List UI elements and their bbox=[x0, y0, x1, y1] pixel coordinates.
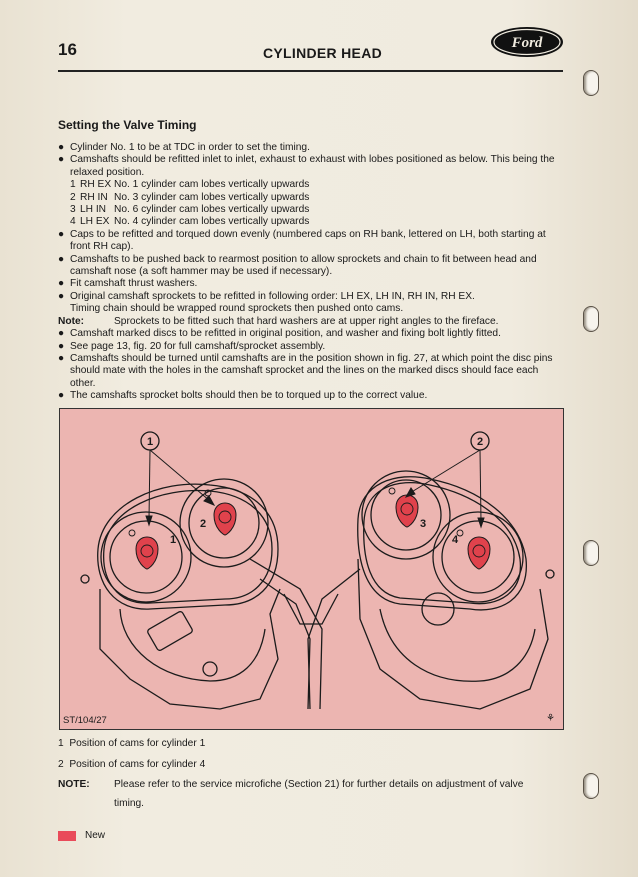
legend-label: New bbox=[85, 830, 106, 841]
binder-hole bbox=[583, 70, 599, 96]
cam-lobe-4 bbox=[468, 537, 490, 569]
cam-lobe-2 bbox=[214, 503, 236, 535]
sprocket-mark: 2 bbox=[200, 518, 207, 530]
timing-diagram bbox=[60, 409, 563, 729]
note-label: Note: bbox=[58, 315, 85, 327]
list-item: ● Camshaft marked discs to be refitted in original position, and washer and fixing bolt lightly fitted. bbox=[58, 328, 501, 340]
cam-lobe-3 bbox=[396, 495, 418, 527]
page-header bbox=[0, 0, 638, 80]
list-item: ● See page 13, fig. 20 for full camshaft/sprocket assembly. bbox=[58, 340, 326, 352]
legend bbox=[58, 830, 105, 841]
sprocket-note bbox=[58, 316, 563, 328]
cam-position-row: 1 RH EX No. 1 cylinder cam lobes vertically upwards bbox=[70, 179, 310, 191]
bullet-list bbox=[58, 142, 563, 179]
callout-1: 1 bbox=[146, 436, 154, 448]
sprocket-mark: 3 bbox=[420, 518, 427, 530]
page-number: 16 bbox=[58, 40, 77, 59]
caption-item: 2 Position of cams for cylinder 4 bbox=[58, 759, 206, 770]
cam-position-row: 4 LH EX No. 4 cylinder cam lobes vertically upwards bbox=[70, 216, 310, 228]
figure-corner-icon: ⚘ bbox=[546, 713, 555, 724]
cam-position-list bbox=[58, 179, 563, 229]
binder-hole bbox=[583, 773, 599, 799]
list-item: ● Original camshaft sprockets to be refitted in following order: LH EX, LH IN, RH IN, RH EX. bbox=[58, 290, 475, 302]
microfiche-note bbox=[58, 775, 538, 813]
list-item: ● Cylinder No. 1 to be at TDC in order to set the timing. bbox=[58, 142, 310, 153]
binder-hole bbox=[583, 306, 599, 332]
timing-chain-line: Timing chain should be wrapped round sprockets then pushed onto cams. bbox=[70, 303, 404, 315]
header-rule bbox=[58, 70, 563, 72]
figure-reference: ST/104/27 bbox=[63, 715, 107, 726]
note-label: NOTE: bbox=[58, 779, 90, 790]
callout-2: 2 bbox=[476, 436, 484, 448]
ford-logo-icon bbox=[490, 26, 564, 58]
list-item: ● Camshafts should be refitted inlet to inlet, exhaust to exhaust with lobes positioned as below. This being the relaxed position. bbox=[58, 154, 555, 178]
list-item: ● Camshafts should be turned until camshafts are in the position shown in fig. 27, at which point the disc pins should mate with the holes in the camshaft sprocket and the lines on the marked discs should face each other. bbox=[58, 352, 553, 389]
sprocket-mark: 4 bbox=[452, 534, 459, 546]
caption-item: 1 Position of cams for cylinder 1 bbox=[58, 738, 206, 749]
note-text: Sprockets to be fitted such that hard washers are at upper right angles to the fireface. bbox=[114, 315, 499, 327]
list-item: ● Caps to be refitted and torqued down evenly (numbered caps on RH bank, lettered on LH, both starting at front RH cap). bbox=[58, 228, 546, 253]
left-timing-chain bbox=[98, 484, 278, 609]
cam-position-row: 3 LH IN No. 6 cylinder cam lobes vertically upwards bbox=[70, 204, 310, 216]
note-text: Please refer to the service microfiche (Section 21) for further details on adjustment of valve timing. bbox=[114, 779, 524, 809]
cam-position-row: 2 RH IN No. 3 cylinder cam lobes vertically upwards bbox=[70, 191, 310, 203]
figure-captions bbox=[58, 738, 205, 780]
list-item: ● Fit camshaft thrust washers. bbox=[58, 278, 198, 290]
ford-logo-text: Ford bbox=[511, 35, 543, 51]
list-item: ● The camshafts sprocket bolts should then be to torqued up to the correct value. bbox=[58, 390, 428, 402]
sprocket-mark: 1 bbox=[170, 534, 177, 546]
valve-timing-section bbox=[58, 118, 563, 403]
bullet-list bbox=[58, 328, 563, 402]
bullet-list bbox=[58, 229, 563, 303]
legend-swatch bbox=[58, 831, 76, 841]
list-item: ● Camshafts to be pushed back to rearmost position to allow sprockets and chain to fit between head and camshaft nose (a soft hammer may be used if necessary). bbox=[58, 253, 537, 278]
timing-figure bbox=[59, 408, 564, 730]
section-title: Setting the Valve Timing bbox=[58, 118, 197, 132]
binder-hole bbox=[583, 540, 599, 566]
cam-lobe-1 bbox=[136, 537, 158, 569]
header-title: CYLINDER HEAD bbox=[263, 45, 383, 61]
